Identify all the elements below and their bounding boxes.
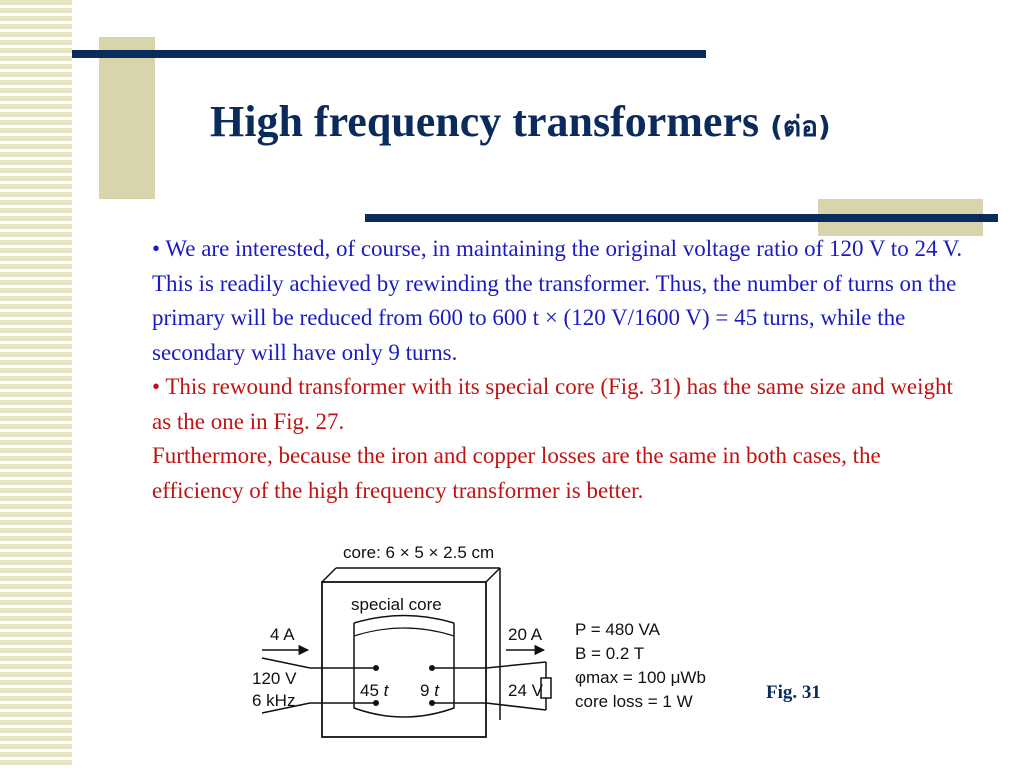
title-underline-rule (365, 214, 998, 222)
transformer-diagram (240, 538, 720, 748)
core-outline (322, 568, 500, 737)
primary-voltage: 120 V (252, 669, 297, 688)
spec-max-flux: φmax = 100 μWb (575, 668, 706, 687)
spec-power: P = 480 VA (575, 620, 660, 639)
decorative-stripes (0, 0, 72, 768)
top-rule-overlay (99, 50, 155, 58)
secondary-voltage: 24 V (508, 681, 543, 700)
paragraph-efficiency: Furthermore, because the iron and copper losses are the same in both cases, the efficiency of the high frequency transformer is better. (152, 443, 881, 503)
primary-current: 4 A (270, 625, 295, 644)
secondary-turns: 9 t (420, 681, 439, 700)
title-suffix: (ต่อ) (770, 110, 831, 143)
page-title (210, 96, 831, 149)
core-dimension-label: core: 6 × 5 × 2.5 cm (343, 543, 495, 562)
bullet-voltage-ratio: • We are interested, of course, in maintaining the original voltage ratio of 120 V to 24 V. This is readily achieved by rewinding the transformer. Thus, the number of turns on the primary will be reduced from 600 to 600 t × (120 V/1600 V) = 45 turns, while the secondary will have only 9 turns. (152, 236, 963, 365)
secondary-current: 20 A (508, 625, 543, 644)
primary-turns: 45 t (360, 681, 389, 700)
secondary-leads (486, 650, 546, 710)
bullet-rewound-transformer: • This rewound transformer with its special core (Fig. 31) has the same size and weight as the one in Fig. 27. (152, 374, 953, 434)
title-main: High frequency transformers (210, 97, 760, 146)
slide-body (152, 232, 972, 508)
top-rule (72, 50, 706, 58)
primary-frequency: 6 kHz (252, 691, 296, 710)
spec-flux-density: B = 0.2 T (575, 644, 645, 663)
figure-caption: Fig. 31 (766, 682, 821, 703)
special-core-label: special core (351, 595, 442, 614)
title-accent-block (99, 37, 155, 199)
spec-core-loss: core loss = 1 W (575, 692, 693, 711)
